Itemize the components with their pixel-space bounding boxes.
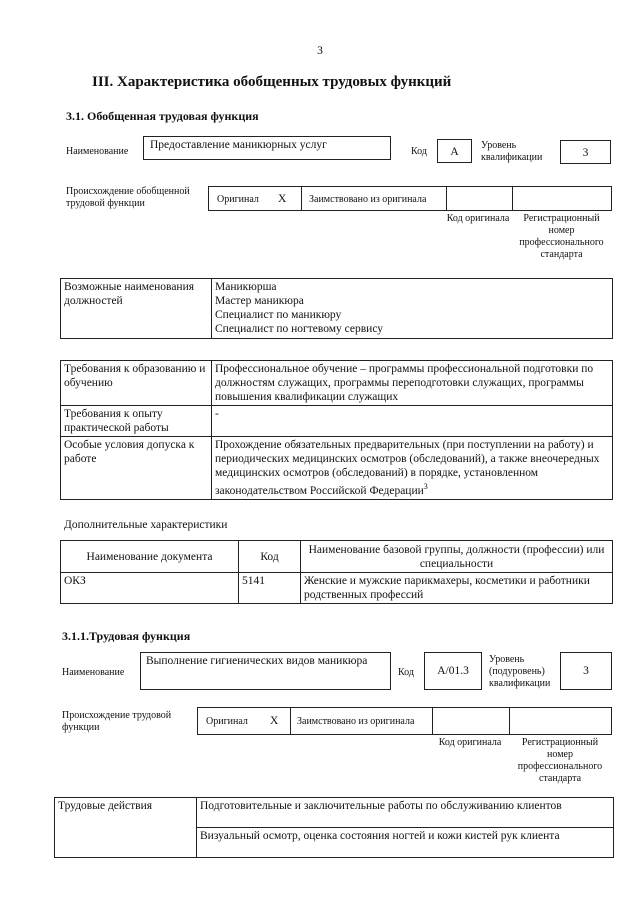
tf-origin-row [197, 707, 612, 735]
table-row [55, 798, 614, 828]
requirement-label: Требования к образованию и обучению [61, 361, 212, 406]
tf-caption-code: Код оригинала [438, 737, 502, 748]
positions-label: Возможные наименования должностей [61, 279, 212, 339]
tf-name-label: Наименование [62, 667, 125, 678]
gtf-origin-divider-1 [301, 187, 302, 210]
additional-header-row [61, 541, 613, 573]
additional-name: Женские и мужские парикмахеры, косметики и работники родственных профессий [301, 573, 613, 604]
gtf-original-label: Оригинал [217, 194, 259, 205]
positions-table [60, 278, 613, 339]
gtf-borrowed-label: Заимствовано из оригинала [309, 194, 427, 205]
tf-origin-divider-1 [290, 708, 291, 734]
tf-borrowed-label: Заимствовано из оригинала [297, 716, 415, 727]
section-title: III. Характеристика обобщенных трудовых функций [92, 74, 452, 90]
tf-origin-label: Происхождение трудовой функции [62, 710, 172, 733]
tf-level-label-line-3: квалификации [489, 678, 551, 689]
additional-header-name: Наименование базовой группы, должности (профессии) или специальности [301, 541, 613, 573]
action-item: Визуальный осмотр, оценка состояния ногтей и кожи кистей рук клиента [197, 828, 614, 858]
requirement-label: Особые условия допуска к работе [61, 437, 212, 500]
gtf-code-value: А [450, 146, 459, 158]
tf-original-label: Оригинал [206, 716, 248, 727]
gtf-code-box [437, 139, 472, 163]
tf-level-box [560, 652, 612, 690]
gtf-name-value: Предоставление маникюрных услуг [150, 139, 327, 151]
additional-doc: ОКЗ [61, 573, 239, 604]
tf-code-box [424, 652, 482, 690]
tf-original-mark: X [270, 715, 279, 727]
gtf-origin-label: Происхождение обобщенной трудовой функции [66, 186, 190, 209]
positions-values [212, 279, 613, 339]
tf-origin-divider-2 [432, 708, 433, 734]
table-row [61, 573, 613, 604]
gtf-code-label: Код [411, 146, 427, 157]
gtf-level-label-line-1: Уровень [481, 140, 517, 151]
tf-origin-divider-3 [509, 708, 510, 734]
requirement-value: - [212, 406, 613, 437]
position-item: Маникюрша [215, 281, 277, 293]
additional-header-doc: Наименование документа [61, 541, 239, 573]
page-number: 3 [317, 45, 323, 57]
requirement-value-text: Прохождение обязательных предварительных (при поступлении на работу) и периодических медицинских осмотров (обследований), а также внеочередных медицинских осмотров (обследований) в порядке, установленном законодательством Российской Федерации [215, 439, 600, 497]
requirement-row [61, 406, 613, 437]
gtf-caption-code: Код оригинала [446, 213, 510, 224]
requirement-value: Профессиональное обучение – программы профессиональной подготовки по должностям служащих, программы переподготовки служащих, программы повышения квалификации служащих [212, 361, 613, 406]
tf-level-label-line-2: (подуровень) [489, 666, 545, 677]
additional-table [60, 540, 613, 604]
position-item: Мастер маникюра [215, 295, 304, 307]
tf-heading: 3.1.1.Трудовая функция [62, 629, 191, 643]
actions-label: Трудовые действия [55, 798, 197, 858]
gtf-level-box [560, 140, 611, 164]
requirement-label: Требования к опыту практической работы [61, 406, 212, 437]
gtf-level-label [481, 140, 542, 164]
tf-caption-reg: Регистрационный номер профессионального стандарта [517, 737, 603, 784]
gtf-level-label-line-2: квалификации [481, 152, 543, 163]
tf-name-value: Выполнение гигиенических видов маникюра [146, 655, 368, 667]
gtf-caption-reg: Регистрационный номер профессионального стандарта [519, 213, 604, 260]
tf-code-value: А/01.3 [437, 665, 469, 677]
gtf-heading: 3.1. Обобщенная трудовая функция [66, 109, 259, 123]
position-item: Специалист по маникюру [215, 309, 342, 321]
gtf-origin-divider-2 [446, 187, 447, 210]
gtf-origin-divider-3 [512, 187, 513, 210]
footnote-marker: 3 [423, 482, 428, 491]
additional-heading: Дополнительные характеристики [64, 519, 228, 531]
requirements-table [60, 360, 613, 500]
action-item: Подготовительные и заключительные работы по обслуживанию клиентов [197, 798, 614, 828]
position-item: Специалист по ногтевому сервису [215, 323, 384, 335]
tf-level-label-line-1: Уровень [489, 654, 525, 665]
actions-table [54, 797, 614, 858]
tf-level-label [489, 654, 550, 690]
tf-code-label: Код [398, 667, 414, 678]
gtf-name-box [143, 136, 391, 160]
requirement-value [212, 437, 613, 500]
gtf-name-label: Наименование [66, 146, 129, 157]
requirement-row [61, 361, 613, 406]
gtf-original-mark: X [278, 193, 287, 205]
gtf-origin-row [208, 186, 612, 211]
additional-code: 5141 [239, 573, 301, 604]
gtf-level-value: 3 [582, 147, 589, 159]
additional-header-code: Код [239, 541, 301, 573]
requirement-row [61, 437, 613, 500]
tf-name-box [140, 652, 391, 690]
tf-level-value: 3 [583, 665, 589, 677]
